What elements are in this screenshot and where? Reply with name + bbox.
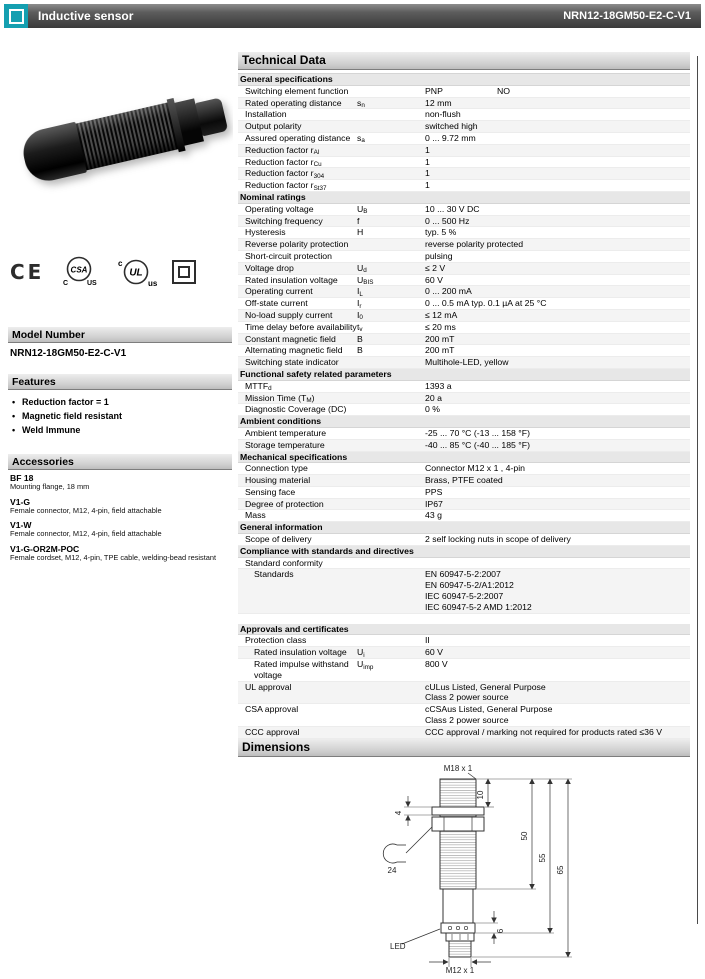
protection-class-ii-icon bbox=[172, 260, 196, 284]
spec-label: Reduction factor $r_{St37}$ bbox=[245, 180, 327, 192]
spec-row bbox=[238, 168, 690, 180]
product-category-title: Inductive sensor bbox=[38, 9, 134, 23]
spec-value: 60 V bbox=[425, 274, 443, 285]
accessory-name: BF 18 bbox=[10, 473, 34, 483]
spec-label: Connection type bbox=[245, 463, 308, 474]
spec-row bbox=[238, 263, 690, 275]
technical-table bbox=[238, 73, 690, 739]
spec-symbol: $U_d$ bbox=[357, 262, 367, 275]
accessories-list bbox=[10, 473, 220, 567]
spec-label: Rated insulation voltage bbox=[245, 274, 338, 285]
spec-label: Mass bbox=[245, 510, 266, 521]
spec-label: Switching state indicator bbox=[245, 357, 339, 368]
spec-symbol: $U_i$ bbox=[357, 647, 365, 659]
spec-symbol: $I_L$ bbox=[357, 286, 363, 298]
spec-symbol: f bbox=[357, 215, 360, 226]
spec-value: reverse polarity protected bbox=[425, 239, 524, 250]
spec-value: 0 ... 500 Hz bbox=[425, 215, 470, 226]
spec-row bbox=[238, 298, 690, 310]
spec-value-line: cCSAus Listed, General Purpose bbox=[425, 704, 553, 715]
features-section-header bbox=[8, 374, 232, 390]
svg-text:us: us bbox=[148, 279, 158, 288]
spec-row bbox=[238, 180, 690, 192]
spec-row bbox=[238, 86, 690, 98]
spec-value: Connector M12 x 1 , 4-pin bbox=[425, 463, 525, 474]
spec-symbol: $I_r$ bbox=[357, 298, 362, 310]
spec-value: Multihole-LED, yellow bbox=[425, 357, 509, 368]
spec-label: Short-circuit protection bbox=[245, 250, 332, 261]
spec-row bbox=[238, 357, 690, 369]
spec-row bbox=[238, 133, 690, 145]
spec-label: No-load supply current bbox=[245, 309, 333, 320]
svg-text:C: C bbox=[63, 280, 69, 287]
spec-label: Housing material bbox=[245, 475, 311, 486]
spec-group-header bbox=[238, 624, 690, 636]
spec-symbol: B bbox=[357, 333, 363, 344]
spec-label: Reduction factor $r_{304}$ bbox=[245, 168, 325, 180]
spec-label: Off-state current bbox=[245, 298, 308, 309]
dim-4-label: 4 bbox=[394, 810, 403, 815]
spec-value: Brass, PTFE coated bbox=[425, 475, 503, 486]
spec-row bbox=[238, 109, 690, 121]
spec-row bbox=[238, 475, 690, 487]
header-bar bbox=[4, 4, 701, 28]
spec-value: 200 mT bbox=[425, 333, 455, 344]
spec-value: 1393 a bbox=[425, 380, 452, 391]
protection-class-ii-inner bbox=[178, 266, 190, 278]
led-label: LED bbox=[390, 941, 406, 951]
wrench-icon bbox=[383, 827, 432, 863]
spec-value: 60 V bbox=[425, 647, 443, 658]
spec-label: Time delay before availability bbox=[245, 321, 357, 332]
spec-label: Hysteresis bbox=[245, 227, 286, 238]
sensor-pictogram-icon bbox=[9, 9, 24, 24]
spec-label: Assured operating distance bbox=[245, 132, 351, 143]
spec-row bbox=[238, 404, 690, 416]
spec-symbol: $I_0$ bbox=[357, 309, 363, 322]
sidebar-rule bbox=[697, 56, 698, 924]
dimensions-title: Dimensions bbox=[242, 739, 311, 754]
spec-row bbox=[238, 145, 690, 157]
spec-symbol: $U_{BIS}$ bbox=[357, 274, 374, 287]
spec-label: Ambient temperature bbox=[245, 427, 327, 438]
spec-label: Sensing face bbox=[245, 486, 296, 497]
accessory-description: Mounting flange, 18 mm bbox=[10, 482, 90, 491]
spec-value: ≤ 12 mA bbox=[425, 309, 458, 320]
spec-symbol: H bbox=[357, 227, 364, 238]
spec-label: Standards bbox=[254, 569, 294, 580]
feature-item: • Weld Immune bbox=[10, 423, 122, 437]
spec-group-title: General information bbox=[240, 522, 323, 533]
spec-row bbox=[238, 659, 690, 682]
technical-data-title: Technical Data bbox=[242, 53, 326, 67]
ce-mark-icon: CE bbox=[10, 260, 45, 284]
dim-55-label: 55 bbox=[538, 853, 547, 863]
spec-label: Reduction factor $r_{Cu}$ bbox=[245, 156, 322, 169]
spec-value-line: Class 2 power source bbox=[425, 692, 509, 703]
features-title: Features bbox=[12, 376, 56, 388]
spec-symbol: $s_n$ bbox=[357, 97, 365, 110]
spec-row bbox=[238, 227, 690, 239]
spec-symbol: $t_v$ bbox=[357, 321, 363, 334]
spec-label: Switching element function bbox=[245, 85, 349, 96]
spec-label: Standard conformity bbox=[245, 557, 323, 568]
spec-row bbox=[238, 727, 690, 739]
spec-value: II bbox=[425, 635, 430, 646]
right-column bbox=[238, 52, 690, 979]
spec-label: Diagnostic Coverage (DC) bbox=[245, 404, 347, 415]
svg-text:UL: UL bbox=[129, 267, 144, 279]
spec-group-title: Nominal ratings bbox=[240, 191, 306, 202]
spec-label: Voltage drop bbox=[245, 262, 294, 273]
spec-label: Rated operating distance bbox=[245, 97, 342, 108]
spec-value: PPS bbox=[425, 486, 443, 497]
spec-value: CCC approval / marking not required for products rated ≤36 V bbox=[425, 726, 663, 737]
spec-symbol: $U_B$ bbox=[357, 203, 368, 216]
spec-group-header bbox=[238, 74, 690, 86]
certification-marks bbox=[10, 254, 230, 290]
spec-row bbox=[238, 393, 690, 405]
dim-24-label: 24 bbox=[387, 865, 397, 875]
dim-10-label: 10 bbox=[476, 790, 485, 800]
spec-label: CCC approval bbox=[245, 726, 300, 737]
spec-value: 43 g bbox=[425, 510, 442, 521]
spec-value bbox=[425, 569, 690, 612]
spec-row bbox=[238, 216, 690, 228]
spec-value-line: Class 2 power source bbox=[425, 715, 509, 726]
spec-value-line: EN 60947-5-2/A1:2012 bbox=[425, 580, 514, 591]
spec-row bbox=[238, 98, 690, 110]
spec-value: 200 mT bbox=[425, 345, 455, 356]
dim-6-label: 6 bbox=[496, 928, 505, 933]
dimensions-header bbox=[238, 739, 690, 757]
spec-group-header bbox=[238, 522, 690, 534]
spec-label: CSA approval bbox=[245, 704, 299, 715]
csa-mark-icon bbox=[58, 256, 100, 288]
spec-label: Storage temperature bbox=[245, 439, 325, 450]
accessory-name: V1-G-OR2M-POC bbox=[10, 543, 80, 554]
accessory-item bbox=[10, 544, 220, 563]
spec-label: Rated impulse withstand voltage bbox=[254, 659, 349, 680]
spec-value: 0 % bbox=[425, 404, 440, 415]
svg-text:CSA: CSA bbox=[70, 265, 88, 275]
accessory-description: Female cordset, M12, 4-pin, TPE cable, welding-bead resistant bbox=[10, 552, 217, 562]
sensor-thread bbox=[76, 102, 178, 170]
spec-row bbox=[238, 487, 690, 499]
spec-group-title: Functional safety related parameters bbox=[240, 368, 392, 379]
spec-group-title: Compliance with standards and directives bbox=[240, 545, 414, 556]
model-number-section-header bbox=[8, 327, 232, 343]
accessory-item bbox=[10, 520, 220, 539]
spec-label: Installation bbox=[245, 109, 287, 120]
product-photo bbox=[8, 32, 233, 247]
spec-row bbox=[238, 499, 690, 511]
spec-label: Protection class bbox=[245, 635, 307, 646]
accessories-section-header bbox=[8, 454, 232, 470]
spec-symbol: B bbox=[357, 345, 363, 356]
spec-value: 0 ... 9.72 mm bbox=[425, 132, 476, 143]
spec-group-header bbox=[238, 192, 690, 204]
spec-value: typ. 5 % bbox=[425, 227, 457, 238]
spec-value-line: cULus Listed, General Purpose bbox=[425, 681, 546, 692]
dim-50-label: 50 bbox=[520, 831, 529, 841]
spec-value: 1 bbox=[425, 180, 430, 191]
spec-row bbox=[238, 322, 690, 334]
spec-row bbox=[238, 310, 690, 322]
spec-value: 12 mm bbox=[425, 97, 452, 108]
accessory-name: V1-G bbox=[10, 496, 31, 507]
spec-value: 20 a bbox=[425, 392, 442, 403]
spec-row bbox=[238, 381, 690, 393]
spec-group-title: General specifications bbox=[240, 74, 333, 84]
dimension-drawing-svg bbox=[340, 761, 650, 977]
spec-group-header bbox=[238, 546, 690, 558]
svg-text:US: US bbox=[87, 280, 98, 287]
left-column bbox=[8, 32, 233, 922]
spec-value-line: IEC 60947-5-2 AMD 1:2012 bbox=[425, 601, 532, 612]
spec-value: 2 self locking nuts in scope of delivery bbox=[425, 534, 571, 545]
spec-group-title: Mechanical specifications bbox=[240, 451, 348, 462]
spec-row bbox=[238, 647, 690, 659]
spec-label: Reduction factor $r_{Al}$ bbox=[245, 144, 320, 157]
culus-mark-icon bbox=[114, 256, 158, 288]
spec-row bbox=[238, 704, 690, 727]
spec-row bbox=[238, 510, 690, 522]
spec-row bbox=[238, 635, 690, 647]
spec-row bbox=[238, 121, 690, 133]
spec-label: Degree of protection bbox=[245, 498, 324, 509]
spec-value: non-flush bbox=[425, 109, 461, 120]
svg-text:c: c bbox=[118, 259, 123, 268]
spec-label: Scope of delivery bbox=[245, 534, 312, 545]
spec-value: ≤ 20 ms bbox=[425, 321, 456, 332]
accessory-item bbox=[10, 497, 220, 516]
sensor-image bbox=[19, 88, 231, 187]
spec-value: -25 ... 70 °C (-13 ... 158 °F) bbox=[425, 427, 530, 438]
spec-value: 0 ... 200 mA bbox=[425, 286, 472, 297]
accessories-title: Accessories bbox=[12, 456, 74, 468]
feature-item: • Reduction factor = 1 bbox=[10, 395, 122, 409]
spec-row bbox=[238, 251, 690, 263]
spec-value: 800 V bbox=[425, 659, 448, 670]
spec-label: $MTTF_d$ bbox=[245, 380, 272, 393]
spec-value: pulsing bbox=[425, 250, 453, 261]
dim-m18-label: M18 x 1 bbox=[443, 763, 473, 773]
spec-label: Rated insulation voltage bbox=[254, 647, 347, 658]
spec-group-header bbox=[238, 416, 690, 428]
spec-row bbox=[238, 239, 690, 251]
accessory-name: V1-W bbox=[10, 520, 32, 531]
spec-group-title: Ambient conditions bbox=[240, 416, 322, 427]
spec-label: Operating current bbox=[245, 286, 313, 297]
spec-group-title: Approvals and certificates bbox=[240, 623, 349, 634]
spec-value: ≤ 2 V bbox=[425, 262, 446, 273]
spec-row bbox=[238, 569, 690, 613]
spec-row bbox=[238, 345, 690, 357]
spec-row bbox=[238, 157, 690, 169]
spec-row bbox=[238, 440, 690, 452]
spec-value: -40 ... 85 °C (-40 ... 185 °F) bbox=[425, 439, 530, 450]
spec-label: Alternating magnetic field bbox=[245, 345, 343, 356]
spec-value: PNP NO bbox=[425, 85, 511, 96]
accessory-description: Female connector, M12, 4-pin, field attachable bbox=[10, 505, 162, 515]
spec-value: 1 bbox=[425, 168, 430, 179]
spec-row bbox=[238, 204, 690, 216]
dim-m12-label: M12 x 1 bbox=[445, 965, 475, 975]
spec-value-line: EN 60947-5-2:2007 bbox=[425, 569, 501, 580]
spec-value: 1 bbox=[425, 156, 430, 167]
spec-symbol: $s_a$ bbox=[357, 132, 365, 145]
dim-65-label: 65 bbox=[556, 865, 565, 875]
dimension-drawing bbox=[238, 761, 690, 979]
spec-label: Reverse polarity protection bbox=[245, 239, 349, 250]
accessory-description: Female connector, M12, 4-pin, field attachable bbox=[10, 529, 162, 539]
spec-symbol: $U_{imp}$ bbox=[357, 659, 374, 671]
spec-value-line: IEC 60947-5-2:2007 bbox=[425, 591, 504, 602]
spec-value: 1 bbox=[425, 144, 430, 155]
spec-group-header bbox=[238, 369, 690, 381]
technical-data-header bbox=[238, 52, 690, 70]
inductive-sensor-icon bbox=[4, 4, 28, 28]
spec-label: Mission Time $(T_M)$ bbox=[245, 392, 315, 405]
spec-row bbox=[238, 334, 690, 346]
spec-label: Output polarity bbox=[245, 121, 302, 132]
accessory-item bbox=[10, 473, 220, 492]
spec-row bbox=[238, 428, 690, 440]
spec-value: switched high bbox=[425, 121, 478, 132]
feature-item: • Magnetic field resistant bbox=[10, 409, 122, 423]
model-number-value: NRN12-18GM50-E2-C-V1 bbox=[10, 348, 127, 359]
spec-value: 0 ... 0.5 mA typ. 0.1 µA at 25 °C bbox=[425, 298, 547, 309]
table-gap bbox=[238, 614, 690, 624]
spec-row bbox=[238, 534, 690, 546]
spec-row bbox=[238, 286, 690, 298]
header-model-number: NRN12-18GM50-E2-C-V1 bbox=[563, 10, 691, 22]
spec-value bbox=[425, 704, 690, 726]
spec-label: Operating voltage bbox=[245, 203, 314, 214]
features-list bbox=[10, 395, 122, 437]
spec-row bbox=[238, 275, 690, 287]
spec-value: 10 ... 30 V DC bbox=[425, 203, 480, 214]
spec-value bbox=[425, 682, 690, 704]
spec-label: UL approval bbox=[245, 681, 292, 692]
spec-label: Switching frequency bbox=[245, 215, 323, 226]
model-number-title: Model Number bbox=[12, 329, 85, 341]
spec-value: IP67 bbox=[425, 498, 443, 509]
spec-row bbox=[238, 682, 690, 705]
spec-row bbox=[238, 463, 690, 475]
spec-row bbox=[238, 558, 690, 570]
spec-label: Constant magnetic field bbox=[245, 333, 336, 344]
spec-group-header bbox=[238, 452, 690, 464]
